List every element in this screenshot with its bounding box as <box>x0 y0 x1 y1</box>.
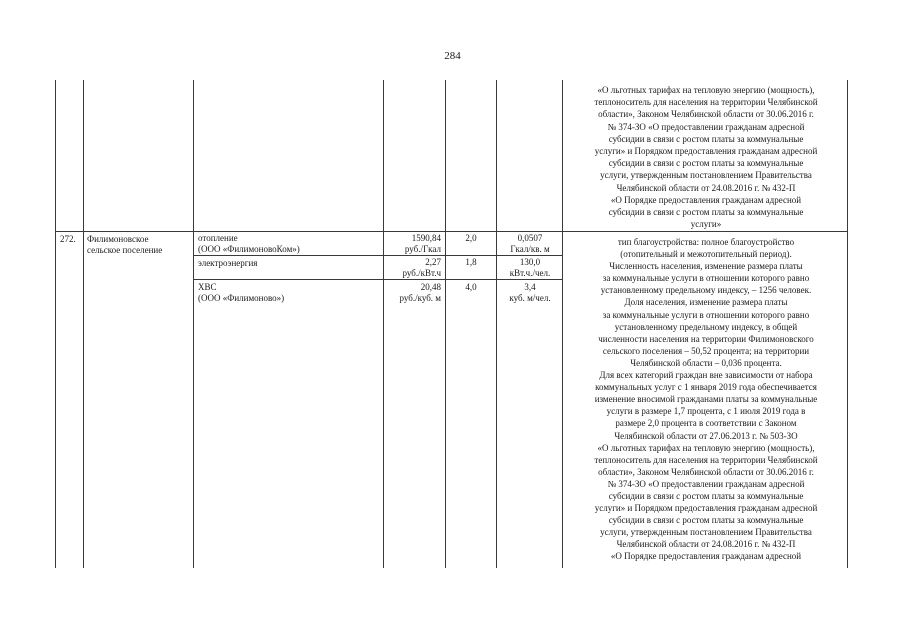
norm-value: 3,4 <box>524 282 536 292</box>
note-line: субсидии в связи с ростом платы за коммунальные <box>608 158 804 169</box>
tariff-cold-water <box>386 282 441 303</box>
increase-cold-water: 4,0 <box>465 282 477 292</box>
service-line: (ООО «Филимоново») <box>198 292 285 303</box>
service-line: электроэнергия <box>198 258 258 268</box>
note-line: Численность населения, изменение размера платы <box>609 261 803 272</box>
note-line: «О льготных тарифах на тепловую энергию (мощность), <box>597 442 815 453</box>
note-line: области», Законом Челябинской области от 30.06.2016 г. <box>598 109 814 120</box>
note-line: теплоноситель для населения на территории Челябинской <box>594 454 818 465</box>
note-line: теплоноситель для населения на территории Челябинской <box>594 97 818 108</box>
note-line: Челябинской области – 0,036 процента. <box>630 357 782 368</box>
note-line: «О Порядке предоставления гражданам адресной <box>610 551 802 562</box>
settlement-line: сельское поселение <box>87 244 163 255</box>
note-line: Доля населения, изменение размера платы <box>624 297 788 308</box>
note-line: № 374-ЗО «О предоставлении гражданам адресной <box>607 478 805 489</box>
column-divider <box>445 80 446 568</box>
norm-heating <box>498 233 562 254</box>
service-line: (ООО «ФилимоновоКом») <box>198 243 300 254</box>
increase-heating: 2,0 <box>465 233 477 243</box>
norm-value: 0,0507 <box>517 233 543 243</box>
note-line: субсидии в связи с ростом платы за коммунальные <box>608 133 804 144</box>
settlement-line: Филимоновское <box>87 234 149 244</box>
norm-unit: куб. м/чел. <box>509 292 551 303</box>
note-line: тип благоустройства: полное благоустройство <box>617 237 795 247</box>
norm-unit: Гкал/кв. м <box>510 243 550 254</box>
column-divider <box>83 80 84 568</box>
tariff-unit: руб./куб. м <box>399 292 441 303</box>
note-line: услуги» и Порядком предоставления гражданам адресной <box>594 146 818 157</box>
norm-unit: кВт.ч./чел. <box>509 267 551 278</box>
note-line: «О Порядке предоставления гражданам адресной <box>610 194 802 205</box>
note-line: услуги в размере 1,7 процента, с 1 июля 2019 года в <box>606 406 806 417</box>
note-line: «О льготных тарифах на тепловую энергию (мощность), <box>597 85 815 95</box>
note-line: изменение вносимой гражданами платы за коммунальные <box>594 394 818 405</box>
tariff-unit: руб./кВт.ч <box>402 267 441 278</box>
tariff-value: 2,27 <box>425 257 441 267</box>
subrow-divider <box>193 255 562 256</box>
note-line: (отопительный и межотопительный период). <box>620 249 792 260</box>
table-border-left <box>55 80 56 568</box>
row-divider <box>55 231 847 232</box>
note-line: Челябинской области от 24.08.2016 г. № 432-П <box>616 539 796 550</box>
tariff-electricity <box>386 257 441 278</box>
tariff-unit: руб./Гкал <box>404 243 441 254</box>
note-line: Челябинской области от 27.06.2013 г. № 503-ЗО <box>614 430 798 441</box>
increase-electricity: 1,8 <box>465 257 477 267</box>
note-line: № 374-ЗО «О предоставлении гражданам адресной <box>607 121 805 132</box>
note-line: услуги, утвержденным постановлением Правительства <box>600 170 812 181</box>
service-line: ХВС <box>198 282 217 292</box>
note-line: коммунальных услуг с 1 января 2019 года обеспечивается <box>595 382 817 393</box>
tariff-value: 20,48 <box>420 282 441 292</box>
norm-cold-water <box>498 282 562 303</box>
service-name-heating <box>198 233 300 254</box>
note-line: Для всех категорий граждан вне зависимости от набора <box>599 370 813 381</box>
note-line: численности населения на территории Филимоновского <box>598 333 814 344</box>
note-line: услуги» <box>690 219 722 230</box>
norm-electricity <box>498 257 562 278</box>
column-divider <box>383 80 384 568</box>
note-line: субсидии в связи с ростом платы за коммунальные <box>608 490 804 501</box>
note-line: услуги» и Порядком предоставления гражданам адресной <box>594 503 818 514</box>
note-line: за коммунальные услуги в отношении которого равно <box>602 309 810 320</box>
note-line: за коммунальные услуги в отношении которого равно <box>602 273 810 284</box>
note-line: установленному предельному индексу, в общей <box>614 321 798 332</box>
service-name-cold-water <box>198 282 284 303</box>
tariff-value: 1590,84 <box>411 233 441 243</box>
subrow-divider <box>193 279 562 280</box>
note-line: установленному предельному индексу, – 1256 человек. <box>600 285 812 296</box>
note-line: размере 2,0 процента в соответствии с Законом <box>615 418 797 429</box>
settlement-name <box>87 234 162 255</box>
note-line: субсидии в связи с ростом платы за коммунальные <box>608 207 804 218</box>
column-divider <box>193 80 194 568</box>
norm-value: 130,0 <box>519 257 541 267</box>
note-line: сельского поселения – 50,52 процента; на территории <box>602 345 810 356</box>
note-line: Челябинской области от 24.08.2016 г. № 432-П <box>616 182 796 193</box>
top-notes <box>560 84 852 230</box>
note-line: области», Законом Челябинской области от 30.06.2016 г. <box>598 466 814 477</box>
page-number: 284 <box>444 50 461 62</box>
tariff-heating <box>386 233 441 254</box>
row-number: 272. <box>60 234 76 244</box>
note-line: субсидии в связи с ростом платы за коммунальные <box>608 515 804 526</box>
column-divider <box>496 80 497 568</box>
note-line: услуги, утвержденным постановлением Правительства <box>600 527 812 538</box>
service-name-electricity <box>198 258 257 269</box>
service-line: отопление <box>198 233 238 243</box>
row-notes <box>560 236 852 563</box>
